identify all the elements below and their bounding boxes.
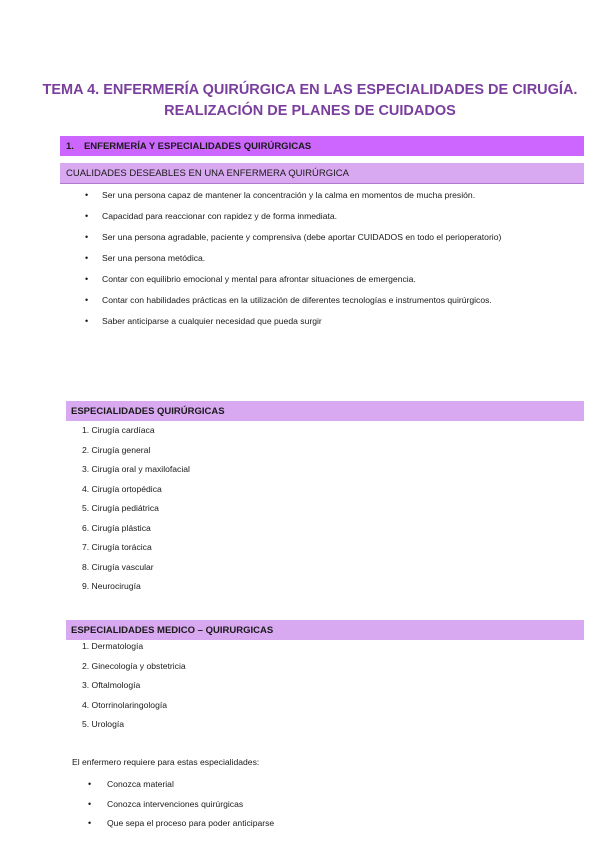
list-item: • Contar con equilibrio emocional y mental para afrontar situaciones de emergencia. xyxy=(82,270,512,290)
list-item: 9. Neurocirugía xyxy=(82,581,141,591)
list-item: 5. Urología xyxy=(82,719,125,729)
cualidades-heading: CUALIDADES DESEABLES EN UNA ENFERMERA QUIRÚRGICA xyxy=(60,163,584,184)
list-item: 2. Ginecología y obstetricia xyxy=(82,660,186,671)
section-1-number: 1. xyxy=(66,140,74,152)
list-item: • Conozca intervenciones quirúrgicas xyxy=(85,795,274,815)
list-item: 4. Otorrinolaringología xyxy=(82,699,168,710)
requiere-intro: El enfermero requiere para estas especialidades: xyxy=(72,757,260,767)
list-item: 8. Cirugía vascular xyxy=(82,561,154,572)
list-item: 4. Cirugía ortopédica xyxy=(82,483,162,494)
list-item: 7. Cirugía torácica xyxy=(82,542,152,552)
list-item: • Ser una persona capaz de mantener la concentración y la calma en momentos de mucha presión. xyxy=(82,186,512,206)
list-item: 3. Oftalmología xyxy=(82,680,141,690)
list-item: • Ser una persona metódica. xyxy=(82,249,512,269)
especialidades-medico-heading: ESPECIALIDADES MEDICO – QUIRURGICAS xyxy=(66,620,584,640)
list-item: • Contar con habilidades prácticas en la utilización de diferentes tecnologías e instrumentos quirúrgicos. xyxy=(82,291,512,311)
especialidades-medico-list xyxy=(82,637,186,735)
list-item: 5. Cirugía pediátrica xyxy=(82,503,159,513)
especialidades-quirurgicas-list xyxy=(82,421,190,597)
list-item: • Conozca material xyxy=(85,775,274,795)
especialidades-quirurgicas-heading: ESPECIALIDADES QUIRÚRGICAS xyxy=(66,401,584,421)
requiere-list xyxy=(85,775,274,834)
title-line-1: TEMA 4. ENFERMERÍA QUIRÚRGICA EN LAS ESPECIALIDADES DE CIRUGÍA. xyxy=(42,82,578,98)
list-item: 6. Cirugía plástica xyxy=(82,522,151,533)
document-title xyxy=(40,80,580,122)
list-item: • Ser una persona agradable, paciente y comprensiva (debe aportar CUIDADOS en todo el perioperatorio) xyxy=(82,228,512,248)
list-item: 1. Dermatología xyxy=(82,641,144,651)
section-1-title: ENFERMERÍA Y ESPECIALIDADES QUIRÚRGICAS xyxy=(83,140,312,152)
section-1-heading xyxy=(60,136,584,156)
cualidades-list xyxy=(82,186,512,333)
list-item: 1. Cirugía cardíaca xyxy=(82,425,155,435)
list-item: 3. Cirugía oral y maxilofacial xyxy=(82,464,190,474)
list-item: • Saber anticiparse a cualquier necesidad que pueda surgir xyxy=(82,312,512,332)
list-item: • Capacidad para reaccionar con rapidez y de forma inmediata. xyxy=(82,207,512,227)
list-item: 2. Cirugía general xyxy=(82,444,151,455)
title-line-2: REALIZACIÓN DE PLANES DE CUIDADOS xyxy=(164,103,456,119)
list-item: • Que sepa el proceso para poder anticiparse xyxy=(85,814,274,834)
